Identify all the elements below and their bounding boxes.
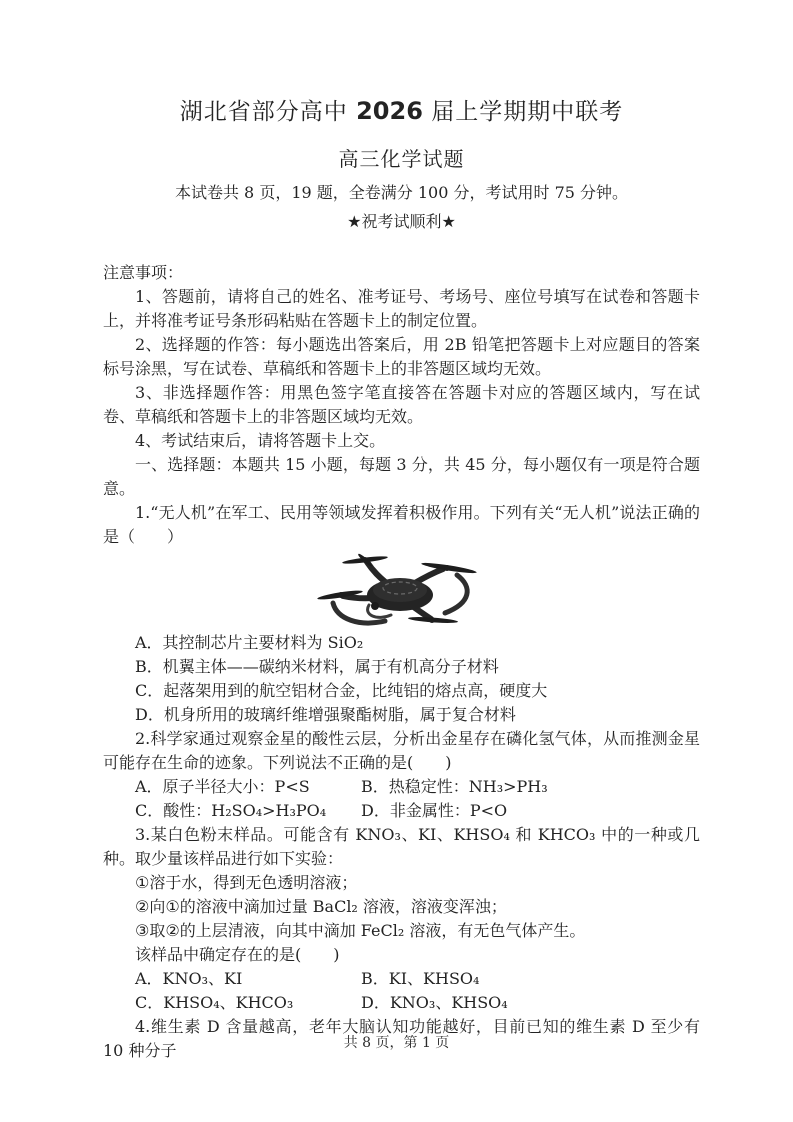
question-3-option-c: C．KHSO₄、KHCO₃	[135, 993, 294, 1012]
question-2-stem: 2.科学家通过观察金星的酸性云层，分析出金星存在磷化氢气体，从而推测金星可能存在生命的迹象。下列说法不正确的是( )	[103, 729, 700, 772]
question-3-step-3: ③取②的上层清液，向其中滴加 FeCl₂ 溶液，有无色气体产生。	[135, 921, 586, 940]
question-2-option-b: B．热稳定性：NH₃>PH₃	[361, 777, 548, 796]
exam-title	[103, 95, 700, 128]
question-1-option-d: D．机身所用的玻璃纤维增强聚酯树脂，属于复合材料	[135, 705, 516, 724]
page-footer: 共 8 页，第 1 页	[343, 1035, 450, 1051]
question-1-figure	[103, 549, 700, 631]
page-content	[103, 95, 700, 1063]
exam-title-prefix: 湖北省部分高中	[179, 99, 357, 125]
question-3-stem: 3.某白色粉末样品。可能含有 KNO₃、KI、KHSO₄ 和 KHCO₃ 中的一种或几种。取少量该样品进行如下实验：	[103, 825, 700, 868]
question-3-options-row-2	[103, 991, 700, 1015]
question-2-options-row-2	[103, 799, 700, 823]
exam-info-line: 本试卷共 8 页，19 题，全卷满分 100 分，考试用时 75 分钟。	[174, 183, 629, 202]
exam-title-suffix: 届上学期期中联考	[422, 99, 624, 125]
question-3-option-a: A．KNO₃、KI	[135, 969, 243, 988]
question-1-option-a: A．其控制芯片主要材料为 SiO₂	[135, 633, 364, 652]
question-3-step-1: ①溶于水，得到无色透明溶液；	[135, 873, 358, 892]
question-2-option-d: D．非金属性：P<O	[361, 801, 508, 820]
exam-subject-title: 高三化学试题	[338, 147, 465, 171]
exam-body	[103, 261, 700, 1063]
question-3-option-d: D．KNO₃、KHSO₄	[361, 993, 508, 1012]
exam-blessing-line: ★祝考试顺利★	[347, 212, 456, 231]
question-3-options-row-1	[103, 967, 700, 991]
question-2-options-row-1	[103, 775, 700, 799]
question-1-option-c: C．起落架用到的航空铝材合金，比纯铝的熔点高，硬度大	[135, 681, 548, 700]
notice-heading: 注意事项：	[103, 263, 184, 282]
question-1-stem: 1.“无人机”在军工、民用等领域发挥着积极作用。下列有关“无人机”说法正确的是（ ）	[103, 503, 700, 546]
question-2-option-c: C．酸性：H₂SO₄>H₃PO₄	[135, 801, 327, 820]
exam-title-year: 2026	[356, 97, 423, 125]
notice-item-3: 3、非选择题作答：用黑色签字笔直接答在答题卡对应的答题区域内，写在试卷、草稿纸和答题卡上的非答题区域均无效。	[103, 383, 700, 426]
question-1-option-b: B．机翼主体——碳纳米材料，属于有机高分子材料	[135, 657, 499, 676]
question-4-stem-partial: 4.维生素 D 含量越高，老年大脑认知功能越好，目前已知的维生素 D 至少有 10 种分子	[103, 1017, 700, 1060]
question-3-step-2: ②向①的溶液中滴加过量 BaCl₂ 溶液，溶液变浑浊；	[135, 897, 507, 916]
section-choice-heading: 一、选择题：本题共 15 小题，每题 3 分，共 45 分，每小题仅有一项是符合题意。	[103, 455, 700, 498]
notice-item-2: 2、选择题的作答：每小题选出答案后，用 2B 铅笔把答题卡上对应题目的答案标号涂黑，写在试卷、草稿纸和答题卡上的非答题区域均无效。	[103, 335, 700, 378]
notice-item-4: 4、考试结束后，请将答题卡上交。	[135, 431, 386, 450]
question-3-confirm-line: 该样品中确定存在的是( )	[135, 945, 340, 964]
question-3-option-b: B．KI、KHSO₄	[361, 969, 480, 988]
notice-item-1: 1、答题前，请将自己的姓名、准考证号、考场号、座位号填写在试卷和答题卡上，并将准考证号条形码粘贴在答题卡上的制定位置。	[103, 287, 700, 330]
drone-image	[307, 549, 497, 631]
question-2-option-a: A．原子半径大小：P<S	[135, 777, 310, 796]
